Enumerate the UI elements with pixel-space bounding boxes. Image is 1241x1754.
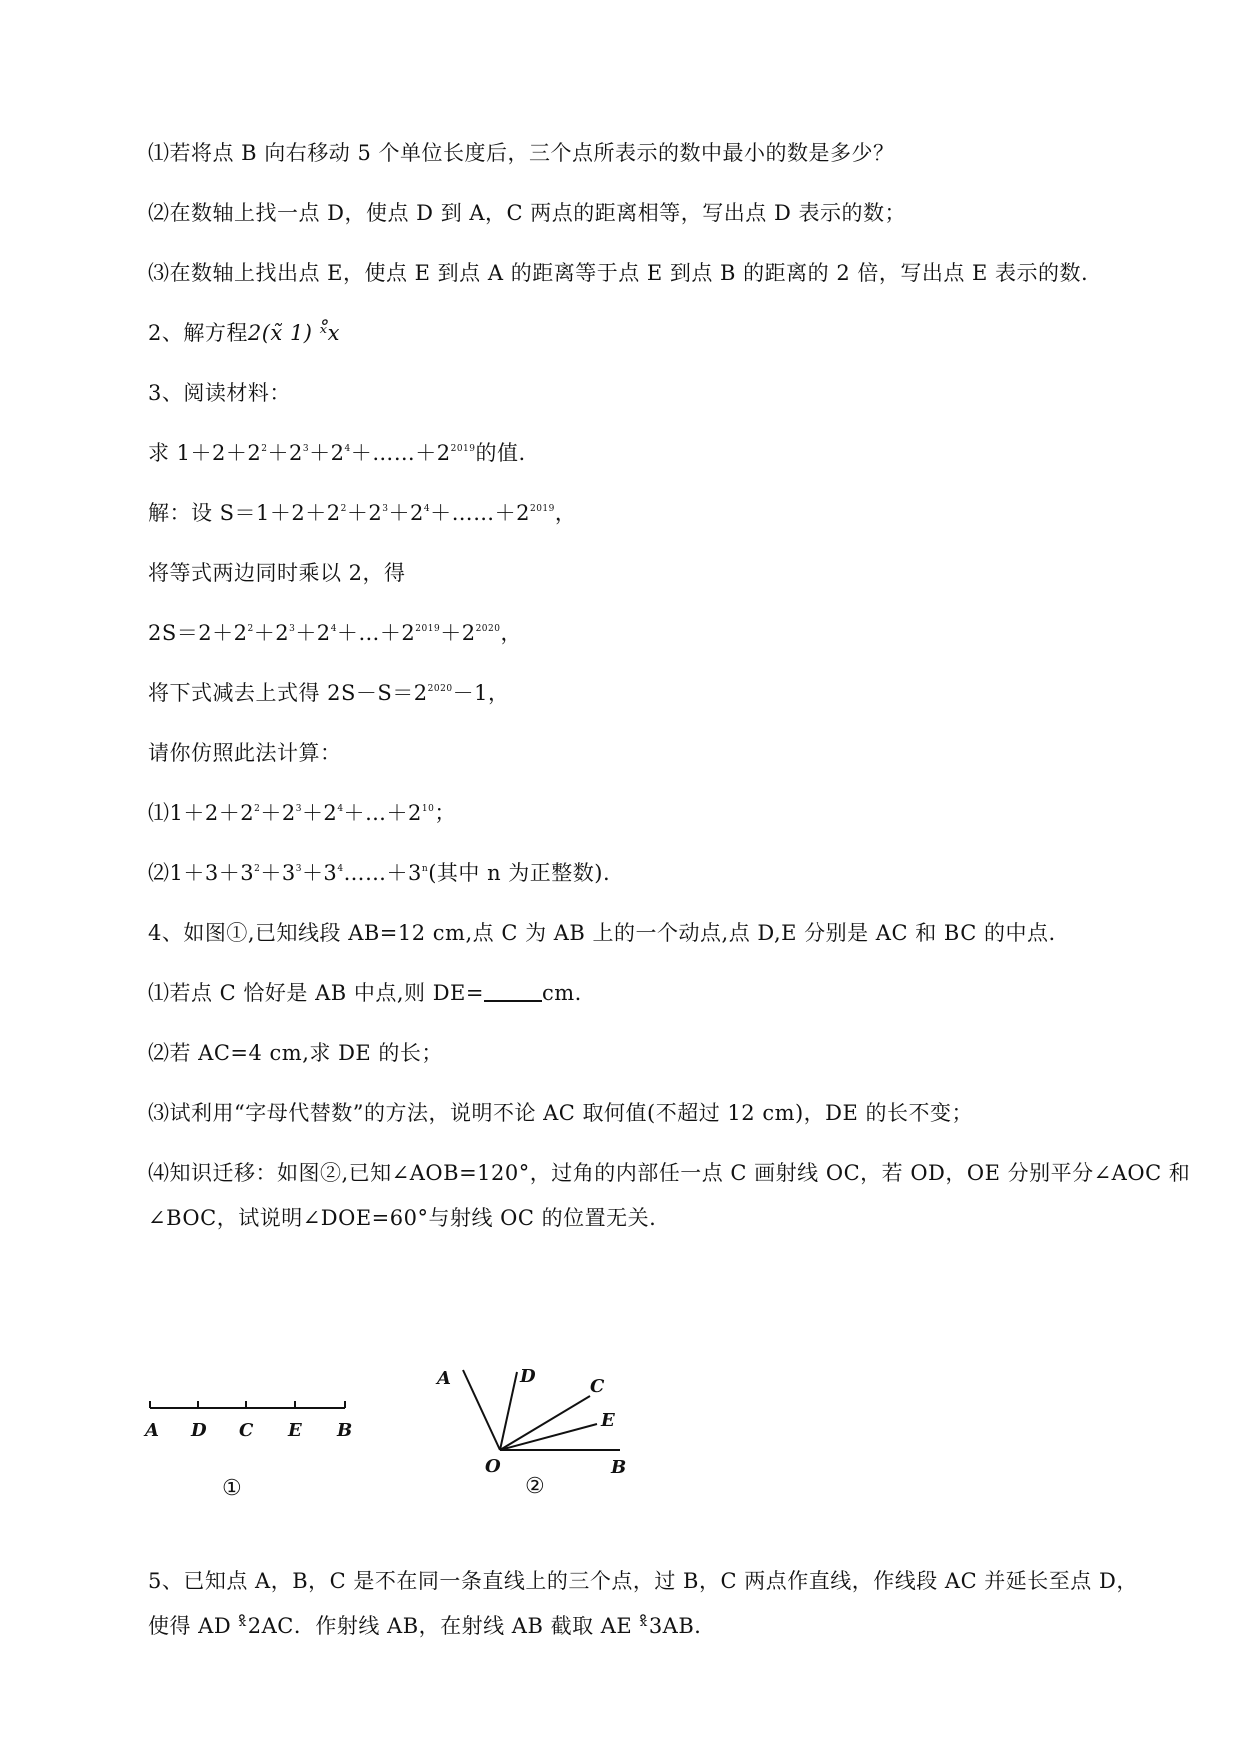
figure-2-angle (425, 1360, 645, 1510)
figure-1-segment (140, 1380, 370, 1510)
question-4-part-3: ⑶试利用“字母代替数”的方法，说明不论 AC 取何值(不超过 12 cm)，DE 的长不变； (148, 1101, 974, 1125)
question-3-instruction: 请你仿照此法计算： (148, 741, 342, 765)
question-4-part-4-line-2: ∠BOC，试说明∠DOE=60°与射线 OC 的位置无关. (148, 1206, 657, 1230)
label-b: B (611, 1457, 627, 1478)
label-a: A (145, 1420, 159, 1441)
question-3-part-1: $⑴1+2+2^2+2^3+2^4+\dots+2^{10}$； (148, 801, 456, 825)
label-d: D (191, 1420, 207, 1441)
label-o: O (485, 1456, 501, 1477)
label-e: E (601, 1410, 615, 1431)
question-4-part-4-line-1: ⑷知识迁移：如图②,已知∠AOB=120°，过角的内部任一点 C 画射线 OC，若 OD，OE 分别平分∠AOC 和 (148, 1161, 1191, 1185)
question-2-label: 2、解方程 (148, 321, 248, 345)
ray-oc (500, 1396, 590, 1450)
ray-od (500, 1372, 517, 1450)
question-2 (148, 318, 340, 348)
question-3-doubled-sum: $2S=2+2^2+2^3+2^4+\dots+2^{2019}+2^{2020}$， (148, 621, 522, 645)
question-3-heading: 3、阅读材料： (148, 381, 291, 405)
ray-oe (500, 1424, 597, 1450)
question-3-sum-prompt: 求 $1+2+2^2+2^3+2^4+\dots\dots+2^{2019}$的值. (148, 441, 526, 465)
question-4: 4、如图①,已知线段 AB=12 cm,点 C 为 AB 上的一个动点,点 D,E 分别是 AC 和 BC 的中点. (148, 921, 1056, 945)
question-2-equation: 2(x̃ 1) ˣ̊x (247, 321, 340, 345)
question-1-part-2: ⑵在数轴上找一点 D，使点 D 到 A，C 两点的距离相等，写出点 D 表示的数； (148, 201, 906, 225)
label-b: B (337, 1420, 353, 1441)
label-a: A (437, 1368, 451, 1389)
question-3-solution-setup: 解：设 $S=1+2+2^2+2^3+2^4+\dots\dots+2^{2019}$， (148, 501, 577, 525)
question-5-line-2: 使得 AD ˣ̊2AC．作射线 AB，在射线 AB 截取 AE ˣ̊3AB． (148, 1614, 716, 1638)
figure-1-caption: ① (222, 1476, 242, 1501)
question-3-part-2: $⑵1+3+3^2+3^3+3^4\dots\dots+3^n$(其中 n 为正整数). (148, 861, 611, 885)
label-c: C (239, 1420, 254, 1441)
ray-oa (463, 1370, 500, 1450)
question-4-part-2: ⑵若 AC=4 cm,求 DE 的长； (148, 1041, 443, 1065)
label-e: E (288, 1420, 302, 1441)
question-5-line-1: 5、已知点 A，B，C 是不在同一条直线上的三个点，过 B，C 两点作直线，作线段 AC 并延长至点 D， (148, 1569, 1138, 1593)
question-3-multiply-step: 将等式两边同时乘以 2，得 (148, 561, 406, 585)
label-d: D (520, 1366, 536, 1387)
question-3-subtract-step: 将下式减去上式得 $2S-S=2^{2020}-1$， (148, 681, 510, 705)
label-c: C (590, 1376, 605, 1397)
question-1-part-3: ⑶在数轴上找出点 E，使点 E 到点 A 的距离等于点 E 到点 B 的距离的 2 倍，写出点 E 表示的数. (148, 261, 1089, 285)
question-1-part-1: ⑴若将点 B 向右移动 5 个单位长度后，三个点所表示的数中最小的数是多少？ (148, 141, 895, 165)
question-4-part-1: ⑴若点 C 恰好是 AB 中点,则 DE= cm. (148, 981, 582, 1005)
figure-2-caption: ② (525, 1474, 545, 1499)
answer-blank[interactable] (484, 980, 542, 1002)
